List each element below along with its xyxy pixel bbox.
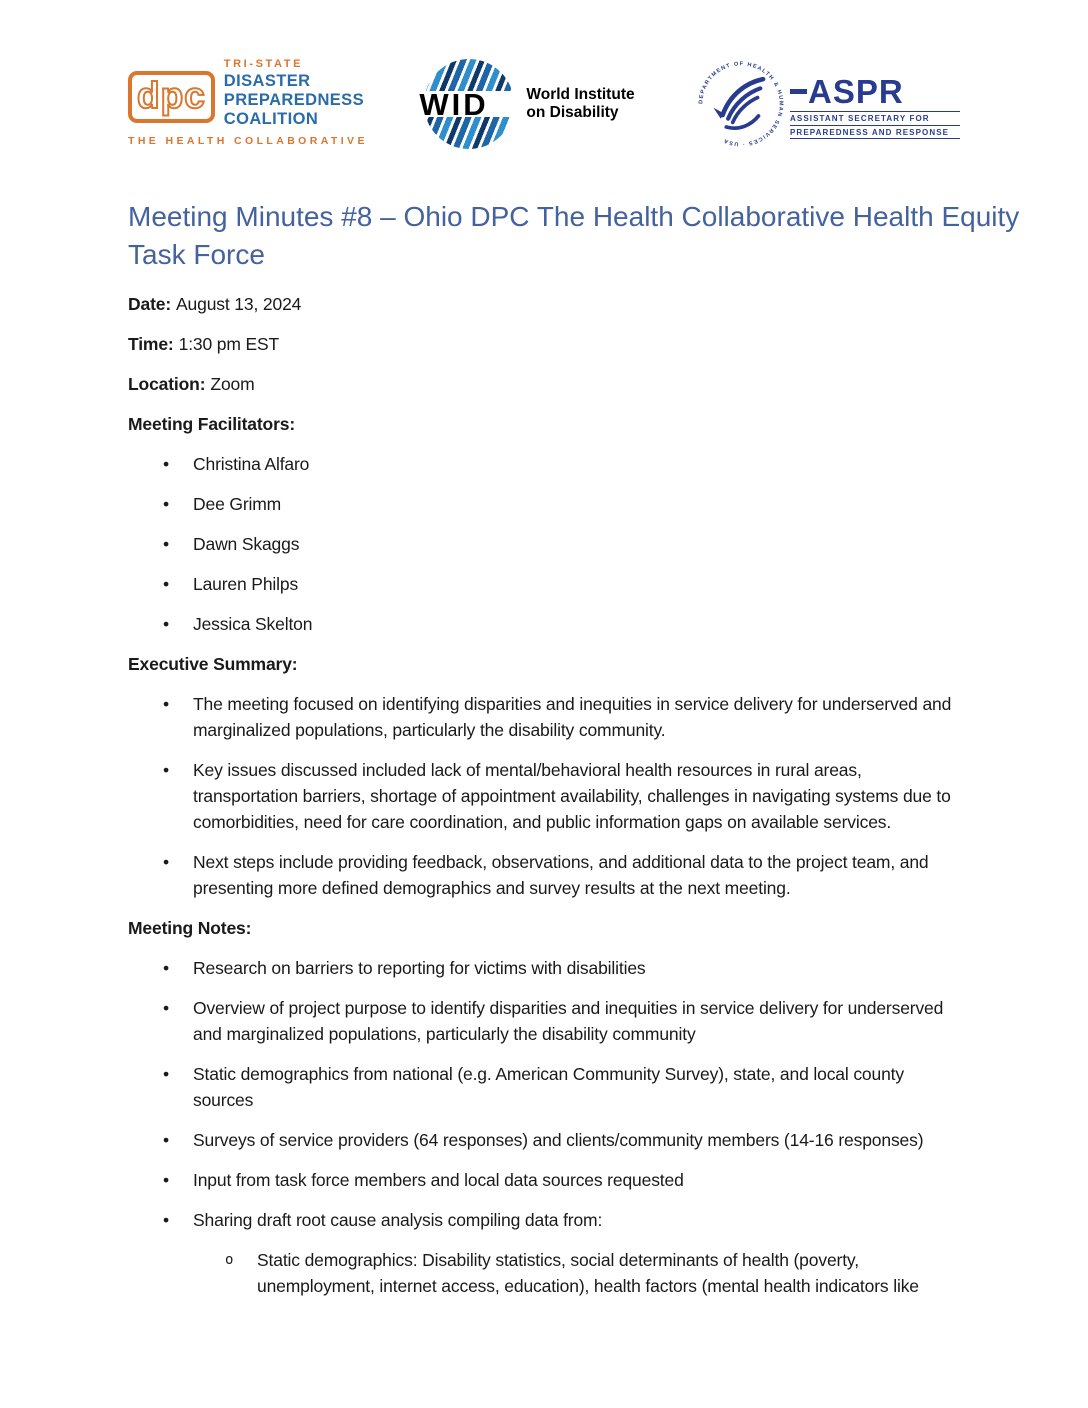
list-item: [128, 955, 960, 981]
bullet-icon: •: [163, 614, 169, 634]
dpc-tristate-label: TRI-STATE: [223, 58, 304, 70]
dpc-name-block: [224, 58, 364, 128]
list-item: [128, 1167, 960, 1193]
hhs-seal-circular-text: DEPARTMENT OF HEALTH & HUMAN SERVICES · USA: [698, 61, 784, 147]
dpc-logo: [128, 58, 368, 148]
meeting-notes-heading: Meeting Notes:: [128, 918, 252, 938]
location-value: Zoom: [210, 374, 255, 394]
note-item: Overview of project purpose to identify disparities and inequities in service delivery for underserved and marginalized populations, particularly the disability community: [193, 998, 944, 1044]
wid-acronym-text: WID: [419, 86, 489, 122]
bullet-icon: •: [163, 534, 169, 554]
bullet-icon: •: [163, 454, 169, 474]
list-item: [128, 611, 960, 637]
bullet-icon: •: [163, 1210, 169, 1230]
note-sub-item: Static demographics: Disability statistics, social determinants of health (poverty, unemployment, internet access, education), health factors (mental health indicators like: [257, 1250, 919, 1296]
facilitator-name: Jessica Skelton: [193, 614, 313, 634]
bullet-icon: •: [163, 958, 169, 978]
note-item: Input from task force members and local data sources requested: [193, 1170, 684, 1190]
bullet-icon: •: [163, 1130, 169, 1150]
dpc-name-line1: DISASTER: [223, 72, 311, 90]
page-title: [128, 198, 1020, 274]
aspr-dash-icon: [790, 89, 807, 94]
wid-globe-icon: [419, 59, 514, 149]
aspr-text-block: [790, 75, 960, 139]
wid-logo: [419, 59, 635, 149]
list-item: [128, 691, 960, 743]
list-item: [128, 531, 960, 557]
wid-name-block: [526, 86, 634, 123]
bullet-icon: •: [163, 694, 169, 714]
bullet-icon: •: [163, 760, 169, 780]
meeting-notes-list: [128, 955, 960, 1233]
sub-list-item: [128, 1247, 960, 1299]
dpc-name-line3: COALITION: [223, 109, 319, 128]
wid-name-line1: World Institute: [526, 85, 635, 103]
aspr-subtitle-line2: PREPAREDNESS AND RESPONSE: [790, 126, 960, 140]
list-item: [128, 491, 960, 517]
list-item: [128, 1127, 960, 1153]
time-value: 1:30 pm EST: [178, 334, 280, 354]
bullet-icon: •: [163, 852, 169, 872]
wid-name-line2: on Disability: [526, 104, 619, 121]
facilitator-name: Dawn Skaggs: [193, 534, 300, 554]
svg-text:DEPARTMENT OF HEALTH & HUMAN S: [698, 61, 783, 146]
facilitators-heading: Meeting Facilitators:: [128, 414, 296, 434]
hhs-eagle-icon: [695, 58, 787, 150]
bullet-icon: •: [163, 494, 169, 514]
list-item: [128, 995, 960, 1047]
facilitators-list: [128, 451, 960, 637]
list-item: [128, 571, 960, 597]
page-title-line1: Meeting Minutes #8 – Ohio DPC The Health Collaborative Health Equity: [128, 201, 1020, 232]
summary-item: The meeting focused on identifying disparities and inequities in service delivery for underserved and marginalized populations, particularly the disability community.: [193, 694, 952, 740]
executive-summary-heading: Executive Summary:: [128, 654, 298, 674]
list-item: [128, 849, 960, 901]
dpc-acronym-icon: [128, 71, 215, 123]
wid-acronym-band: [419, 86, 519, 122]
dpc-acronym-text: dpc: [137, 75, 206, 116]
date-label: Date:: [128, 294, 172, 314]
facilitator-name: Lauren Philps: [193, 574, 299, 594]
list-item: [128, 1061, 960, 1113]
meta-location: [128, 371, 960, 397]
note-item: Static demographics from national (e.g. American Community Survey), state, and local county sources: [193, 1064, 904, 1110]
note-item: Surveys of service providers (64 responses) and clients/community members (14-16 responses): [193, 1130, 924, 1150]
list-item: [128, 451, 960, 477]
dpc-name-line2: PREPAREDNESS: [223, 90, 364, 109]
note-item: Research on barriers to reporting for victims with disabilities: [193, 958, 646, 978]
bullet-icon: •: [163, 1064, 169, 1084]
date-value: August 13, 2024: [176, 294, 302, 314]
bullet-icon: •: [163, 998, 169, 1018]
time-label: Time:: [128, 334, 174, 354]
aspr-wordmark: ASPR: [808, 73, 904, 110]
document-body: [128, 291, 960, 1299]
meeting-notes-sublist: [128, 1247, 960, 1299]
list-item: [128, 1207, 960, 1233]
summary-item: Key issues discussed included lack of mental/behavioral health resources in rural areas, transportation barriers, shortage of appointment availability, challenges in navigating systems due to comorbidities, need for care coordination, and public information gaps on available services.: [193, 760, 951, 832]
executive-summary-list: [128, 691, 960, 901]
list-item: [128, 757, 960, 835]
summary-item: Next steps include providing feedback, observations, and additional data to the project team, and presenting more defined demographics and survey results at the next meeting.: [193, 852, 929, 898]
facilitator-name: Dee Grimm: [193, 494, 282, 514]
note-item: Sharing draft root cause analysis compiling data from:: [193, 1210, 603, 1230]
bullet-icon: •: [163, 1170, 169, 1190]
dpc-tagline: THE HEALTH COLLABORATIVE: [128, 135, 368, 148]
page-title-line2: Task Force: [128, 239, 265, 270]
facilitator-name: Christina Alfaro: [193, 454, 310, 474]
circle-bullet-icon: o: [225, 1252, 234, 1268]
aspr-subtitle-line1: ASSISTANT SECRETARY FOR: [790, 112, 960, 126]
aspr-wordmark-row: [790, 75, 960, 108]
meta-time: [128, 331, 960, 357]
location-label: Location:: [128, 374, 206, 394]
aspr-logo: [695, 58, 960, 150]
dpc-logo-top: [128, 58, 364, 128]
aspr-subtitle: [790, 111, 960, 139]
meta-date: [128, 291, 960, 317]
bullet-icon: •: [163, 574, 169, 594]
logo-row: [128, 58, 960, 154]
